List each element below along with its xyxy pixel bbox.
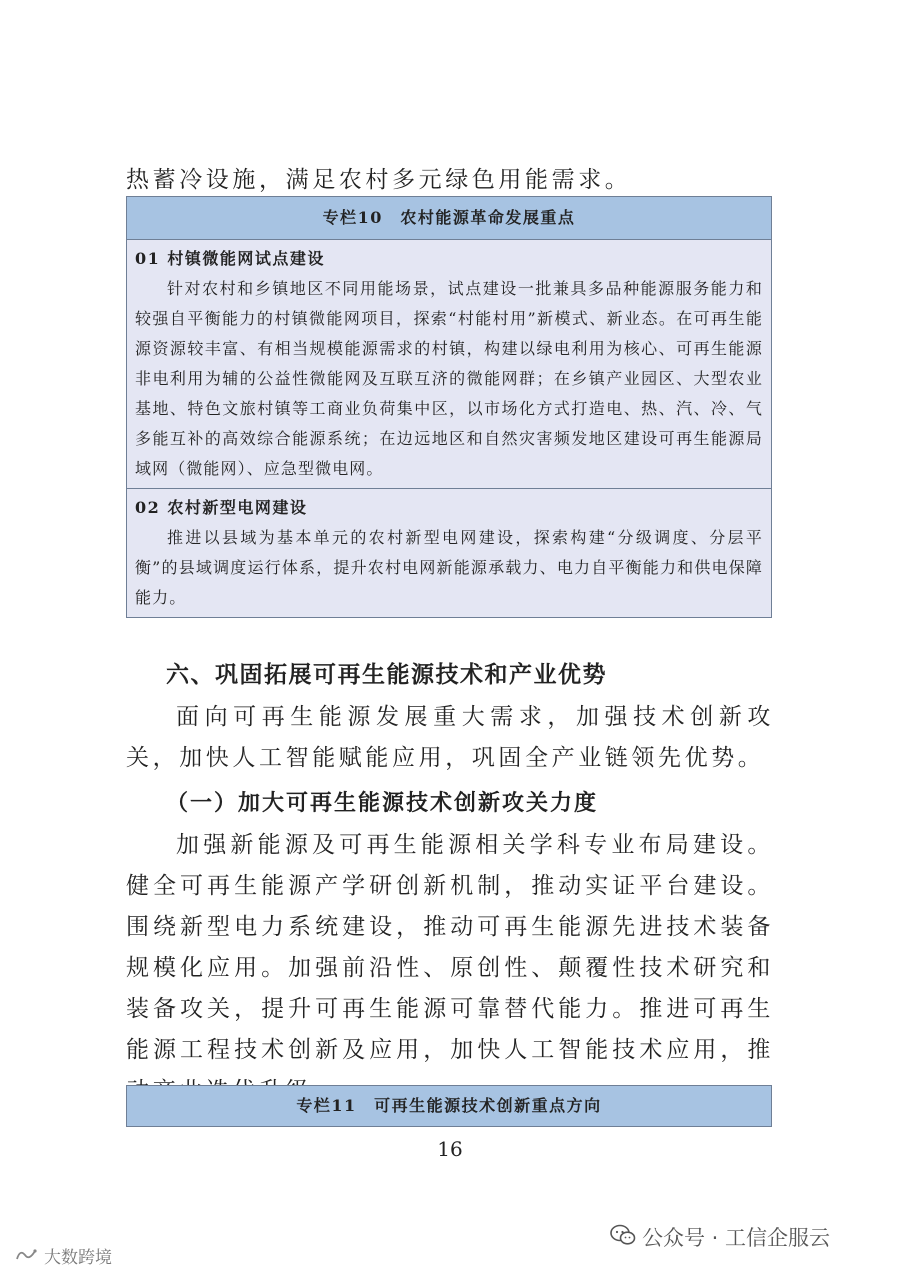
section-6-heading: 六、巩固拓展可再生能源技术和产业优势 (166, 662, 607, 688)
subsection-1-text: 加强新能源及可再生能源相关学科专业布局建设。健全可再生能源产学研创新机制，推动实证平台建设。围绕新型电力系统建设，推动可再生能源先进技术装备规模化应用。加强前沿性、原创性、颠覆性技术研究和装备攻关，提升可再生能源可靠替代能力。推进可再生能源工程技术创新及应用，加快人工智能技术应用，推 (126, 832, 774, 1063)
box-10-section-2-text: 推进以县域为基本单元的农村新型电网建设，探索构建“分级调度、分层平衡”的县域调度运行体系，提升农村电网新能源承载力、电力自平衡能力和供电保障能力。 (135, 528, 763, 607)
watermark-right (610, 1222, 830, 1252)
box-10-section-2-title: 02 农村新型电网建设 (135, 498, 308, 517)
subsection-1-heading: （一）加大可再生能源技术创新攻关力度 (166, 790, 599, 816)
box-10-section-2 (127, 489, 771, 617)
box-10-section-1 (127, 240, 771, 489)
box-10 (126, 196, 772, 618)
watermark-left (14, 1243, 112, 1268)
box-11-title: 专栏11 可再生能源技术创新重点方向 (127, 1086, 771, 1126)
watermark-right-text: 公众号 · 工信企服云 (642, 1226, 831, 1250)
intro-tail-paragraph: 热蓄冷设施，满足农村多元绿色用能需求。 (126, 167, 632, 193)
page-number: 16 (437, 1137, 463, 1161)
box-10-section-1-text: 针对农村和乡镇地区不同用能场景，试点建设一批兼具多品种能源服务能力和较强自平衡能力的村镇微能网项目，探索“村能村用”新模式、新业态。在可再生能源资源较丰富、有相当规模能源需求的村镇，构建以绿电利用为核心、可再生能源非电利用为辅的公益性微能网及互联互济的微能网群；在乡镇产业园区、大型农业基地、特色文旅村镇等工商业负荷集中区，以市场化方式打造电、热、汽、冷、气多能互补的高效综合能源系统；在边远地区和自然灾害频发地区建设可再生能源局域网（微能网）、应急型微电网。 (135, 279, 763, 478)
logo-icon (14, 1244, 38, 1268)
watermark-left-text: 大数跨境 (44, 1248, 112, 1268)
box-11 (126, 1085, 772, 1127)
box-10-title: 专栏10 农村能源革命发展重点 (127, 197, 771, 240)
box-10-section-1-title: 01 村镇微能网试点建设 (135, 249, 325, 268)
section-6-intro: 面向可再生能源发展重大需求，加强技术创新攻关，加快人工智能赋能应用，巩固全产业链领先优势。 (126, 704, 774, 771)
wechat-icon (610, 1224, 636, 1251)
